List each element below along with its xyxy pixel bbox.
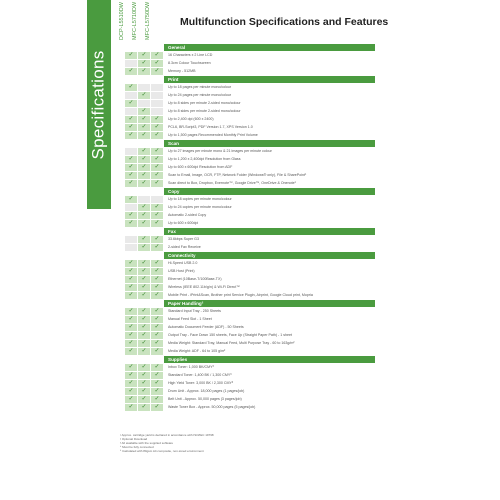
- spec-row: [125, 83, 375, 91]
- check-icon: ✓: [125, 68, 137, 75]
- spec-text: Standard Toner: 1,400 BK / 1,300 CMY³: [168, 372, 232, 377]
- check-icon: ✓: [125, 292, 137, 299]
- section-title: Scan: [164, 140, 375, 147]
- check-icon: ✓: [138, 52, 150, 59]
- check-icon: ✓: [151, 268, 163, 275]
- section-header: [125, 299, 375, 307]
- empty-cell: [125, 244, 137, 251]
- check-icon: ✓: [125, 116, 137, 123]
- check-icon: ✓: [138, 236, 150, 243]
- spec-row: [125, 163, 375, 171]
- check-icon: ✓: [151, 372, 163, 379]
- spec-text: Media Weight: ADF - 64 to 105 g/m²: [168, 348, 226, 353]
- spec-row: [125, 283, 375, 291]
- check-icon: ✓: [125, 372, 137, 379]
- spec-row: [125, 123, 375, 131]
- check-icon: ✓: [138, 68, 150, 75]
- check-icon: ✓: [151, 340, 163, 347]
- empty-cell: [125, 108, 137, 115]
- spec-row: [125, 363, 375, 371]
- spec-text: Automatic 2-sided Copy: [168, 212, 207, 217]
- spec-text: 33.6kbps Super G3: [168, 236, 199, 241]
- check-icon: ✓: [151, 124, 163, 131]
- section-title: General: [164, 44, 375, 51]
- spec-row: [125, 347, 375, 355]
- spec-text: Up to 24 pages per minute mono/colour: [168, 92, 232, 97]
- check-icon: ✓: [125, 364, 137, 371]
- check-icon: ✓: [125, 348, 137, 355]
- check-icon: ✓: [138, 324, 150, 331]
- spec-text: Up to 8 sides per minute 2-sided mono/colour: [168, 100, 241, 105]
- spec-row: [125, 67, 375, 75]
- section-header: [125, 355, 375, 363]
- check-icon: ✓: [125, 212, 137, 219]
- spec-row: [125, 179, 375, 187]
- check-icon: ✓: [125, 332, 137, 339]
- spec-text: High Yield Toner: 3,000 BK / 2,300 CMY³: [168, 380, 234, 385]
- spec-row: [125, 235, 375, 243]
- spec-text: Up to 24 copies per minute mono/colour: [168, 204, 232, 209]
- spec-text: Up to 1,200 x 2,400dpi Resolution from Glass: [168, 156, 241, 161]
- section-header: [125, 227, 375, 235]
- check-icon: ✓: [138, 388, 150, 395]
- check-icon: ✓: [138, 404, 150, 411]
- check-icon: ✓: [151, 380, 163, 387]
- footnote: ³ All available with the supplied software: [120, 441, 174, 445]
- spec-text: Media Weight: Standard Tray, Manual Feed, Multi Purpose Tray - 60 to 163g/m²: [168, 340, 295, 345]
- check-icon: ✓: [125, 180, 137, 187]
- empty-cell: [151, 100, 163, 107]
- check-icon: ✓: [125, 380, 137, 387]
- check-icon: ✓: [138, 148, 150, 155]
- spec-row: [125, 259, 375, 267]
- spec-text: Up to 1,500 pages Recommended Monthly Print Volume: [168, 132, 258, 137]
- spec-row: [125, 59, 375, 67]
- check-icon: ✓: [125, 316, 137, 323]
- section-title: Print: [164, 76, 375, 83]
- spec-row: [125, 91, 375, 99]
- spec-text: PCL6, BR-Script3, PDF Version 1.7, XPS Version 1.0: [168, 124, 253, 129]
- spec-row: [125, 131, 375, 139]
- check-icon: ✓: [138, 172, 150, 179]
- section-header: [125, 187, 375, 195]
- spec-row: [125, 203, 375, 211]
- check-icon: ✓: [151, 148, 163, 155]
- spec-text: Up to 27 images per minute mono & 21 images per minute colour: [168, 148, 272, 153]
- spec-row: [125, 147, 375, 155]
- empty-cell: [151, 84, 163, 91]
- check-icon: ✓: [151, 172, 163, 179]
- check-icon: ✓: [151, 52, 163, 59]
- check-icon: ✓: [151, 212, 163, 219]
- check-icon: ✓: [151, 116, 163, 123]
- spec-text: Ethernet (10Base-T/100Base-TX): [168, 276, 222, 281]
- section-header: [125, 43, 375, 51]
- check-icon: ✓: [125, 260, 137, 267]
- section-title: Supplies: [164, 356, 375, 363]
- check-icon: ✓: [125, 172, 137, 179]
- section-header: [125, 75, 375, 83]
- check-icon: ✓: [125, 388, 137, 395]
- check-icon: ✓: [125, 284, 137, 291]
- section-title: Fax: [164, 228, 375, 235]
- spec-row: [125, 339, 375, 347]
- check-icon: ✓: [151, 404, 163, 411]
- check-icon: ✓: [151, 260, 163, 267]
- spec-row: [125, 115, 375, 123]
- footnotes: [120, 433, 214, 453]
- check-icon: ✓: [138, 92, 150, 99]
- check-icon: ✓: [151, 68, 163, 75]
- check-icon: ✓: [138, 316, 150, 323]
- footnote: ¹ Approx. cartridge yield is declared in accordance with ISO/IEC 19798: [120, 433, 214, 437]
- check-icon: ✓: [138, 260, 150, 267]
- spec-row: [125, 171, 375, 179]
- spec-row: [125, 387, 375, 395]
- spec-row: [125, 395, 375, 403]
- spec-row: [125, 155, 375, 163]
- check-icon: ✓: [151, 332, 163, 339]
- spec-row: [125, 403, 375, 411]
- check-icon: ✓: [151, 284, 163, 291]
- empty-cell: [138, 84, 150, 91]
- spec-row: [125, 195, 375, 203]
- check-icon: ✓: [151, 132, 163, 139]
- spec-text: Waste Toner Box - Approx. 50,000 pages (5 pages/job): [168, 404, 256, 409]
- check-icon: ✓: [125, 324, 137, 331]
- spec-text: Mobile Print - iPrint&Scan, Brother print Service Plugin, Airprint, Google Cloud print, Mopria: [168, 292, 313, 297]
- spec-row: [125, 291, 375, 299]
- check-icon: ✓: [138, 284, 150, 291]
- spec-row: [125, 267, 375, 275]
- spec-text: Automatic Document Feeder (ADF) - 50 Sheets: [168, 324, 244, 329]
- check-icon: ✓: [138, 156, 150, 163]
- sidebar-title-wrap: [87, 0, 111, 209]
- check-icon: ✓: [138, 348, 150, 355]
- spec-text: Hi-Speed USB 2.0: [168, 260, 198, 265]
- spec-row: [125, 51, 375, 59]
- check-icon: ✓: [151, 388, 163, 395]
- page-title: Multifunction Specifications and Features: [180, 16, 389, 28]
- spec-text: 2-sided Fax Receive: [168, 244, 201, 249]
- check-icon: ✓: [138, 220, 150, 227]
- spec-text: Scan to Email, Image, OCR, FTP, Network Folder (Windows® only), File & SharePoint¹: [168, 172, 307, 177]
- spec-row: [125, 243, 375, 251]
- check-icon: ✓: [151, 236, 163, 243]
- spec-text: 8.3cm Colour Touchscreen: [168, 60, 211, 65]
- spec-row: [125, 219, 375, 227]
- spec-text: Memory - 512MB: [168, 68, 196, 73]
- check-icon: ✓: [125, 396, 137, 403]
- column-header: MFC-L5750DW: [145, 1, 151, 40]
- check-icon: ✓: [138, 276, 150, 283]
- spec-row: [125, 99, 375, 107]
- spec-text: Inbox Toner: 1,000 BK/CMY³: [168, 364, 214, 369]
- spec-row: [125, 331, 375, 339]
- check-icon: ✓: [151, 396, 163, 403]
- spec-text: Scan direct to Box, Dropbox, Evernote™, Google Drive™, OneDrive & Onenote¹: [168, 180, 296, 185]
- spec-text: Wireless (IEEE 802.11b/g/n) & Wi-Fi Direct™: [168, 284, 240, 289]
- check-icon: ✓: [151, 156, 163, 163]
- check-icon: ✓: [138, 372, 150, 379]
- section-title: Copy: [164, 188, 375, 195]
- check-icon: ✓: [151, 308, 163, 315]
- spec-table: [125, 43, 375, 411]
- empty-cell: [151, 92, 163, 99]
- spec-text: Drum Unit - Approx. 18,000 pages (1 pages/job): [168, 388, 245, 393]
- empty-cell: [138, 196, 150, 203]
- spec-text: Up to 2,400 dpi (600 x 2400): [168, 116, 214, 121]
- sidebar-title: Specifications: [89, 49, 108, 160]
- spec-text: Standard Input Tray - 250 Sheets: [168, 308, 221, 313]
- check-icon: ✓: [125, 100, 137, 107]
- check-icon: ✓: [151, 204, 163, 211]
- footnote: ⁵ Calculated with 80gsm A4 composite, non-toned environment: [120, 449, 204, 453]
- spec-text: Up to 18 pages per minute mono/colour: [168, 84, 232, 89]
- section-header: [125, 139, 375, 147]
- spec-row: [125, 107, 375, 115]
- empty-cell: [138, 100, 150, 107]
- check-icon: ✓: [151, 164, 163, 171]
- check-icon: ✓: [138, 116, 150, 123]
- empty-cell: [125, 236, 137, 243]
- check-icon: ✓: [151, 60, 163, 67]
- spec-text: Belt Unit - Approx. 50,000 pages (3 pages/job): [168, 396, 242, 401]
- check-icon: ✓: [125, 84, 137, 91]
- empty-cell: [125, 92, 137, 99]
- column-header: MFC-L5710DW: [132, 1, 138, 40]
- check-icon: ✓: [125, 132, 137, 139]
- check-icon: ✓: [125, 164, 137, 171]
- check-icon: ✓: [138, 108, 150, 115]
- check-icon: ✓: [138, 212, 150, 219]
- section-title: Paper Handling²: [164, 300, 375, 307]
- column-header: DCP-L5510DW: [119, 2, 125, 40]
- spec-text: Up to 8 sides per minute 2-sided mono/colour: [168, 108, 241, 113]
- spec-row: [125, 323, 375, 331]
- check-icon: ✓: [138, 268, 150, 275]
- check-icon: ✓: [151, 348, 163, 355]
- section-title: Connectivity: [164, 252, 375, 259]
- spec-row: [125, 315, 375, 323]
- check-icon: ✓: [151, 244, 163, 251]
- check-icon: ✓: [138, 380, 150, 387]
- empty-cell: [151, 196, 163, 203]
- footnote: ⁴ Must be fully connected: [120, 445, 154, 449]
- spec-row: [125, 211, 375, 219]
- check-icon: ✓: [138, 292, 150, 299]
- check-icon: ✓: [125, 156, 137, 163]
- spec-text: Output Tray - Face Down 150 sheets, Face Up (Straight Paper Path) - 1 sheet: [168, 332, 293, 337]
- check-icon: ✓: [138, 124, 150, 131]
- check-icon: ✓: [125, 308, 137, 315]
- spec-text: Up to 18 copies per minute mono/colour: [168, 196, 232, 201]
- check-icon: ✓: [138, 244, 150, 251]
- spec-text: Up to 600 x 600dpi Resolution from ADF: [168, 164, 233, 169]
- check-icon: ✓: [138, 180, 150, 187]
- check-icon: ✓: [138, 340, 150, 347]
- spec-text: 16 Characters x 2 Line LCD: [168, 52, 213, 57]
- check-icon: ✓: [138, 364, 150, 371]
- check-icon: ✓: [125, 268, 137, 275]
- section-header: [125, 251, 375, 259]
- check-icon: ✓: [138, 332, 150, 339]
- check-icon: ✓: [125, 276, 137, 283]
- spec-row: [125, 371, 375, 379]
- check-icon: ✓: [151, 180, 163, 187]
- spec-text: USB Host (Print): [168, 268, 195, 273]
- empty-cell: [125, 148, 137, 155]
- check-icon: ✓: [138, 396, 150, 403]
- spec-text: Up to 600 x 600dpi: [168, 220, 199, 225]
- check-icon: ✓: [125, 220, 137, 227]
- check-icon: ✓: [138, 308, 150, 315]
- check-icon: ✓: [151, 316, 163, 323]
- check-icon: ✓: [151, 276, 163, 283]
- spec-row: [125, 275, 375, 283]
- check-icon: ✓: [125, 340, 137, 347]
- check-icon: ✓: [138, 164, 150, 171]
- spec-text: Manual Feed Slot - 1 Sheet: [168, 316, 212, 321]
- check-icon: ✓: [138, 132, 150, 139]
- footnote: ² Optional Download: [120, 437, 148, 441]
- check-icon: ✓: [125, 404, 137, 411]
- check-icon: ✓: [151, 324, 163, 331]
- check-icon: ✓: [151, 220, 163, 227]
- check-icon: ✓: [125, 196, 137, 203]
- empty-cell: [125, 204, 137, 211]
- check-icon: ✓: [151, 364, 163, 371]
- check-icon: ✓: [151, 292, 163, 299]
- spec-row: [125, 379, 375, 387]
- empty-cell: [151, 108, 163, 115]
- check-icon: ✓: [138, 204, 150, 211]
- check-icon: ✓: [138, 60, 150, 67]
- check-icon: ✓: [125, 52, 137, 59]
- spec-row: [125, 307, 375, 315]
- empty-cell: [125, 60, 137, 67]
- check-icon: ✓: [125, 124, 137, 131]
